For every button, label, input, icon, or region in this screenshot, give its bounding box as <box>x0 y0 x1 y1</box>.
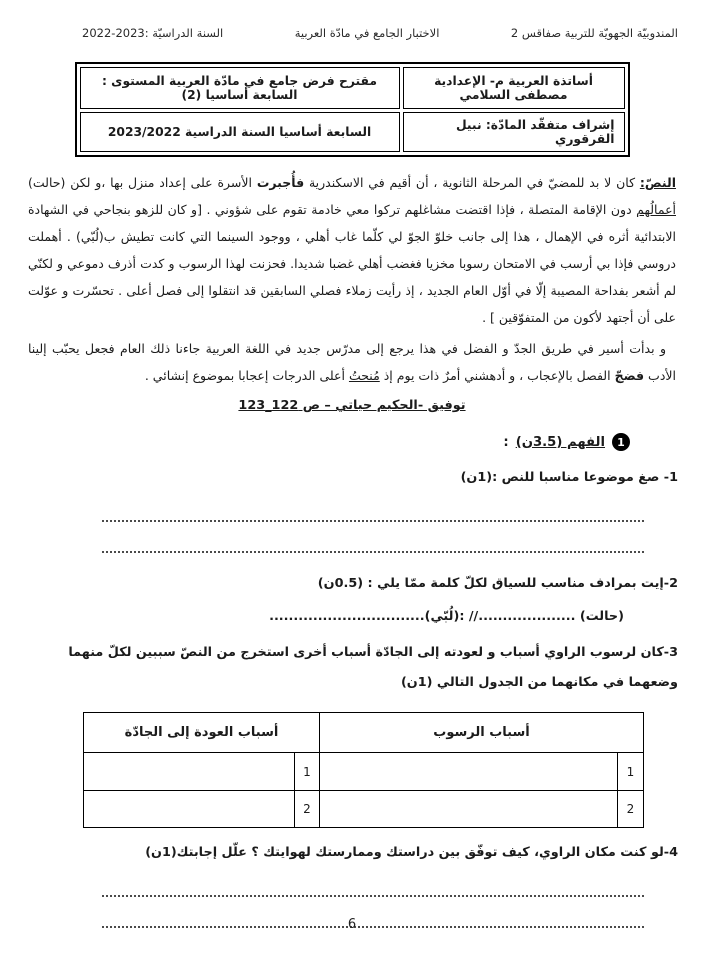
answer-line <box>102 520 644 522</box>
section-comprehension-heading <box>24 433 630 451</box>
answer-line <box>102 895 644 897</box>
passage-label: النصّ: <box>639 175 676 190</box>
answer-line <box>102 551 644 553</box>
passage-text: الفصل بالإعجاب ، و أدهشني أمرٌ ذات يوم إذ <box>379 368 615 383</box>
passage-attribution: توفيق -الحكيم حياتي – ص 122_123 <box>238 398 466 413</box>
passage-text: الأسرة على إعداد منزل بها ،و لكن (حالت) <box>28 175 257 190</box>
passage-text: دون الإقامة المتصلة ، فإذا اقتضت مشاغلهم تركوا معي خادمة تقوم على شؤوني . [و كان للزهو بنجاحي في الشهادة الابتدائية أثره في الإهمال ، هذا إلى جانب خلوّ الجوّ لي كلّما غاب أهلي ، ووجود السينما التي كانت تطيش ب(لُبّي) . أهملت دروسي فإذا بي أرسب في الامتحان رسوبا مخزيا فغضب أهلي غضبا شديدا. فحزنت لهذا الرسوب و كدت أذرف دموعي و لكنّي لم أشعر بفداحة المصيبة إلّا في أوّل العام الجديد ، إذ رأيت زملاء فصلي السابقين قد انتقلوا إلى فصل أعلى . تحسّرت و عوّلت على أن أجتهد لأكون من المتفوّقين ] . <box>28 202 676 325</box>
info-teachers-cell: أساتذة العربية م- الإعدادية مصطفى السلامي <box>403 67 625 109</box>
info-inspector-cell: إشراف متفقّد المادّة: نبيل القرقوري <box>403 112 625 152</box>
page-running-header <box>24 26 680 40</box>
answer-table-header-row <box>84 713 644 753</box>
header-exam-title: الاختبار الجامع في مادّة العربية <box>294 26 440 40</box>
question-2-answer-line: (حالت) ....................// :(لُبّي)................................ <box>269 609 624 624</box>
info-exam-level-cell: مقترح فرض جامع في مادّة العربية المستوى : السابعة أساسيا (2) <box>80 67 400 109</box>
section-number-badge-icon: 1 <box>612 433 630 451</box>
passage-underlined-word: مُنحتُ <box>348 368 380 383</box>
header-directorate: المندوبيّة الجهويّة للتربية صفاقس 2 <box>510 26 678 40</box>
answer-cell-empty <box>84 791 295 828</box>
question-4: 4-لو كنت مكان الراوي، كيف توفّق بين دراستك وممارستك لهوايتك ؟ علّل إجابتك(1ن) <box>145 845 678 860</box>
passage-text: كان لا بد للمضيّ في المرحلة الثانوية ، أن أقيم في الاسكندرية <box>304 175 640 190</box>
answer-table-row-2 <box>84 791 644 828</box>
passage-underlined-word: أعمالُهم <box>636 202 676 217</box>
passage-bold-word: فضجّ <box>614 368 645 383</box>
passage-text: أعلى الدرجات إعجابا بموضوع إنشائي . <box>144 368 349 383</box>
row-number: 1 <box>618 753 644 791</box>
answer-cell-empty <box>320 791 618 828</box>
row-number: 2 <box>295 791 320 828</box>
passage-bold-word: فأُجبرت <box>256 175 305 190</box>
page-number: 6 <box>347 917 357 932</box>
question-1: 1- صغ موضوعا مناسبا للنص :(1ن) <box>460 470 678 485</box>
info-row-2 <box>80 112 625 152</box>
answer-cell-empty <box>320 753 618 791</box>
passage-text: و بدأت أسير في طريق الجدّ و الفضل في هذا يرجع إلى مدرّس جديد في اللغة العربية جاءنا ذلك العام فجعل يحبّب إلينا الأدب <box>28 341 676 383</box>
passage-paragraph-2 <box>28 335 676 389</box>
info-row-1 <box>80 67 625 109</box>
section-title-colon: : <box>503 434 509 450</box>
row-number: 1 <box>295 753 320 791</box>
return-reasons-header: أسباب العودة إلى الجادّة <box>84 713 320 753</box>
question-3: 3-كان لرسوب الراوي أسباب و لعودته إلى الجادّة أسباب أخرى استخرج من النصّ سببين لكلّ منهما وضعهما في مكانهما من الجدول التالي (1ن) <box>68 645 678 690</box>
section-title: الفهم (3.5ن) <box>515 434 605 450</box>
failure-reasons-header: أسباب الرسوب <box>320 713 644 753</box>
answer-cell-empty <box>84 753 295 791</box>
question-2: 2-إيت بمرادف مناسب للسياق لكلّ كلمة ممّا يلي : (0.5ن) <box>317 576 678 591</box>
row-number: 2 <box>618 791 644 828</box>
header-school-year: السنة الدراسيّة :2023-2022 <box>82 26 224 40</box>
passage-paragraph-1 <box>28 169 676 331</box>
info-year-cell: السابعة أساسيا السنة الدراسية 2023/2022 <box>80 112 400 152</box>
exam-info-table <box>75 62 630 157</box>
reasons-answer-table <box>83 712 644 828</box>
answer-table-row-1 <box>84 753 644 791</box>
